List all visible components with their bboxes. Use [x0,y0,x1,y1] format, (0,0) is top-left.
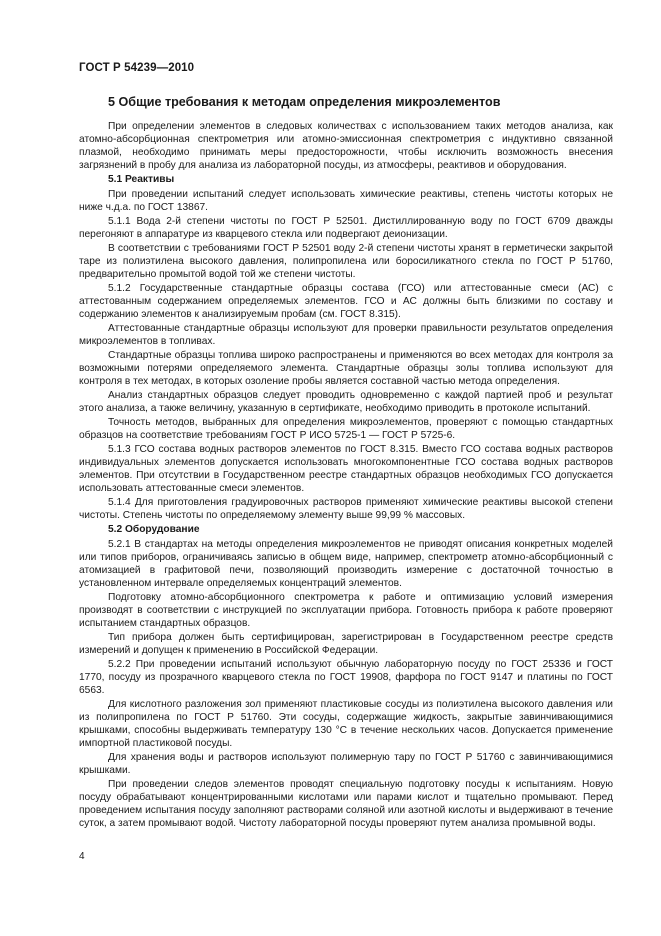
section-title: 5 Общие требования к методам определения микроэлементов [108,95,501,109]
paragraph: Аттестованные стандартные образцы используют для проверки правильности результатов определения микроэлементов в топливах. [79,323,613,347]
paragraph: В соответствии с требованиями ГОСТ Р 52501 воду 2-й степени чистоты хранят в герметически закрытой таре из полиэтилена высокого давления, полипропилена или боросиликатного стекла по ГОСТ Р 51760, предварительно промытой водой той же степени чистоты. [79,243,613,280]
paragraph: Стандартные образцы топлива широко распространены и применяются во всех методах для контроля за возможными потерями определяемого элемента. Стандартные образцы золы топлива используют для контроля в тех методах, в которых озоление пробы является составной частью метода определения. [79,350,613,387]
subsection-title-reagents: 5.1 Реактивы [108,174,175,185]
paragraph: При проведении испытаний следует использовать химические реактивы, степень чистоты которых не ниже ч.д.а. по ГОСТ 13867. [79,189,613,213]
paragraph: 5.1.1 Вода 2-й степени чистоты по ГОСТ Р 52501. Дистиллированную воду по ГОСТ 6709 дважды перегоняют в аппаратуре из кварцевого стекла или подвергают деионизации. [79,216,613,240]
paragraph: Тип прибора должен быть сертифицирован, зарегистрирован в Государственном реестре средств измерений и допущен к применению в Российской Федерации. [79,632,613,656]
document-body [79,94,613,831]
paragraph: 5.1.2 Государственные стандартные образцы состава (ГСО) или аттестованные смеси (АС) с аттестованным содержанием определяемых элементов. ГСО и АС должны быть близкими по составу и содержанию элементов к анализируемым пробам (см. ГОСТ 8.315). [79,283,613,320]
page-number: 4 [79,851,85,862]
paragraph: Для хранения воды и растворов используют полимерную тару по ГОСТ Р 51760 с завинчивающимися крышками. [79,752,613,776]
paragraph: При проведении следов элементов проводят специальную подготовку посуды к испытаниям. Новую посуду обрабатывают концентрированными кислотами или парами кислот и тщательно промывают. Перед проведением испытания посуду заполняют растворами соляной или азотной кислоты и выдерживают в течение суток, а затем промывают водой. Чистоту лабораторной посуды проверяют путем анализа промывной воды. [79,779,613,829]
paragraph: 5.2.2 При проведении испытаний используют обычную лабораторную посуду по ГОСТ 25336 и ГОСТ 1770, посуду из прозрачного кварцевого стекла по ГОСТ 19908, фарфора по ГОСТ 9147 и платины по ГОСТ 6563. [79,659,613,696]
paragraph: 5.1.4 Для приготовления градуировочных растворов применяют химические реактивы высокой степени чистоты. Степень чистоты по определяемому элементу выше 99,99 % массовых. [79,497,613,521]
document-header: ГОСТ Р 54239—2010 [79,62,195,74]
paragraph: 5.1.3 ГСО состава водных растворов элементов по ГОСТ 8.315. Вместо ГСО состава водных растворов индивидуальных элементов допускается использовать многокомпонентные ГСО состава водных растворов элементов. При отсутствии в Государственном реестре стандартных образцов необходимых ГСО допускается использовать аттестованные смеси элементов. [79,444,613,494]
paragraph: Для кислотного разложения зол применяют пластиковые сосуды из полиэтилена высокого давления или из полипропилена по ГОСТ Р 51760. Эти сосуды, содержащие жидкость, закрытые завинчивающимися крышками, способны выдерживать температуру 130 °С в течение нескольких часов. Допускается применение импортной пластиковой посуды. [79,699,613,749]
paragraph: Подготовку атомно-абсорбционного спектрометра к работе и оптимизацию условий измерения производят в соответствии с инструкцией по эксплуатации прибора. Готовность прибора к работе проверяют испытанием стандартных образцов. [79,592,613,629]
paragraph: Точность методов, выбранных для определения микроэлементов, проверяют с помощью стандартных образцов на соответствие требованиям ГОСТ Р ИСО 5725-1 — ГОСТ Р 5725-6. [79,417,613,441]
paragraph: 5.2.1 В стандартах на методы определения микроэлементов не приводят описания конкретных моделей или типов приборов, ограничиваясь записью в общем виде, например, спектрометр атомно-абсорбционный с атомизацией в графитовой печи, позволяющий производить измерение с достаточной точностью в установленном интервале определяемых концентраций элементов. [79,539,613,589]
paragraph: Анализ стандартных образцов следует проводить одновременно с каждой партией проб и результат этого анализа, а также величину, указанную в сертификате, необходимо приводить в протоколе испытаний. [79,390,613,414]
intro-paragraph: При определении элементов в следовых количествах с использованием таких методов анализа, как атомно-абсорбционная спектрометрия или атомно-эмиссионная спектрометрия с индуктивно связанной плазмой, необходимо принимать меры предосторожности, чтобы исключить возможность внесения загрязнений в пробу для анализа из лабораторной посуды, из атмосферы, реактивов и оборудования. [79,121,613,171]
subsection-title-equipment: 5.2 Оборудование [108,524,200,535]
